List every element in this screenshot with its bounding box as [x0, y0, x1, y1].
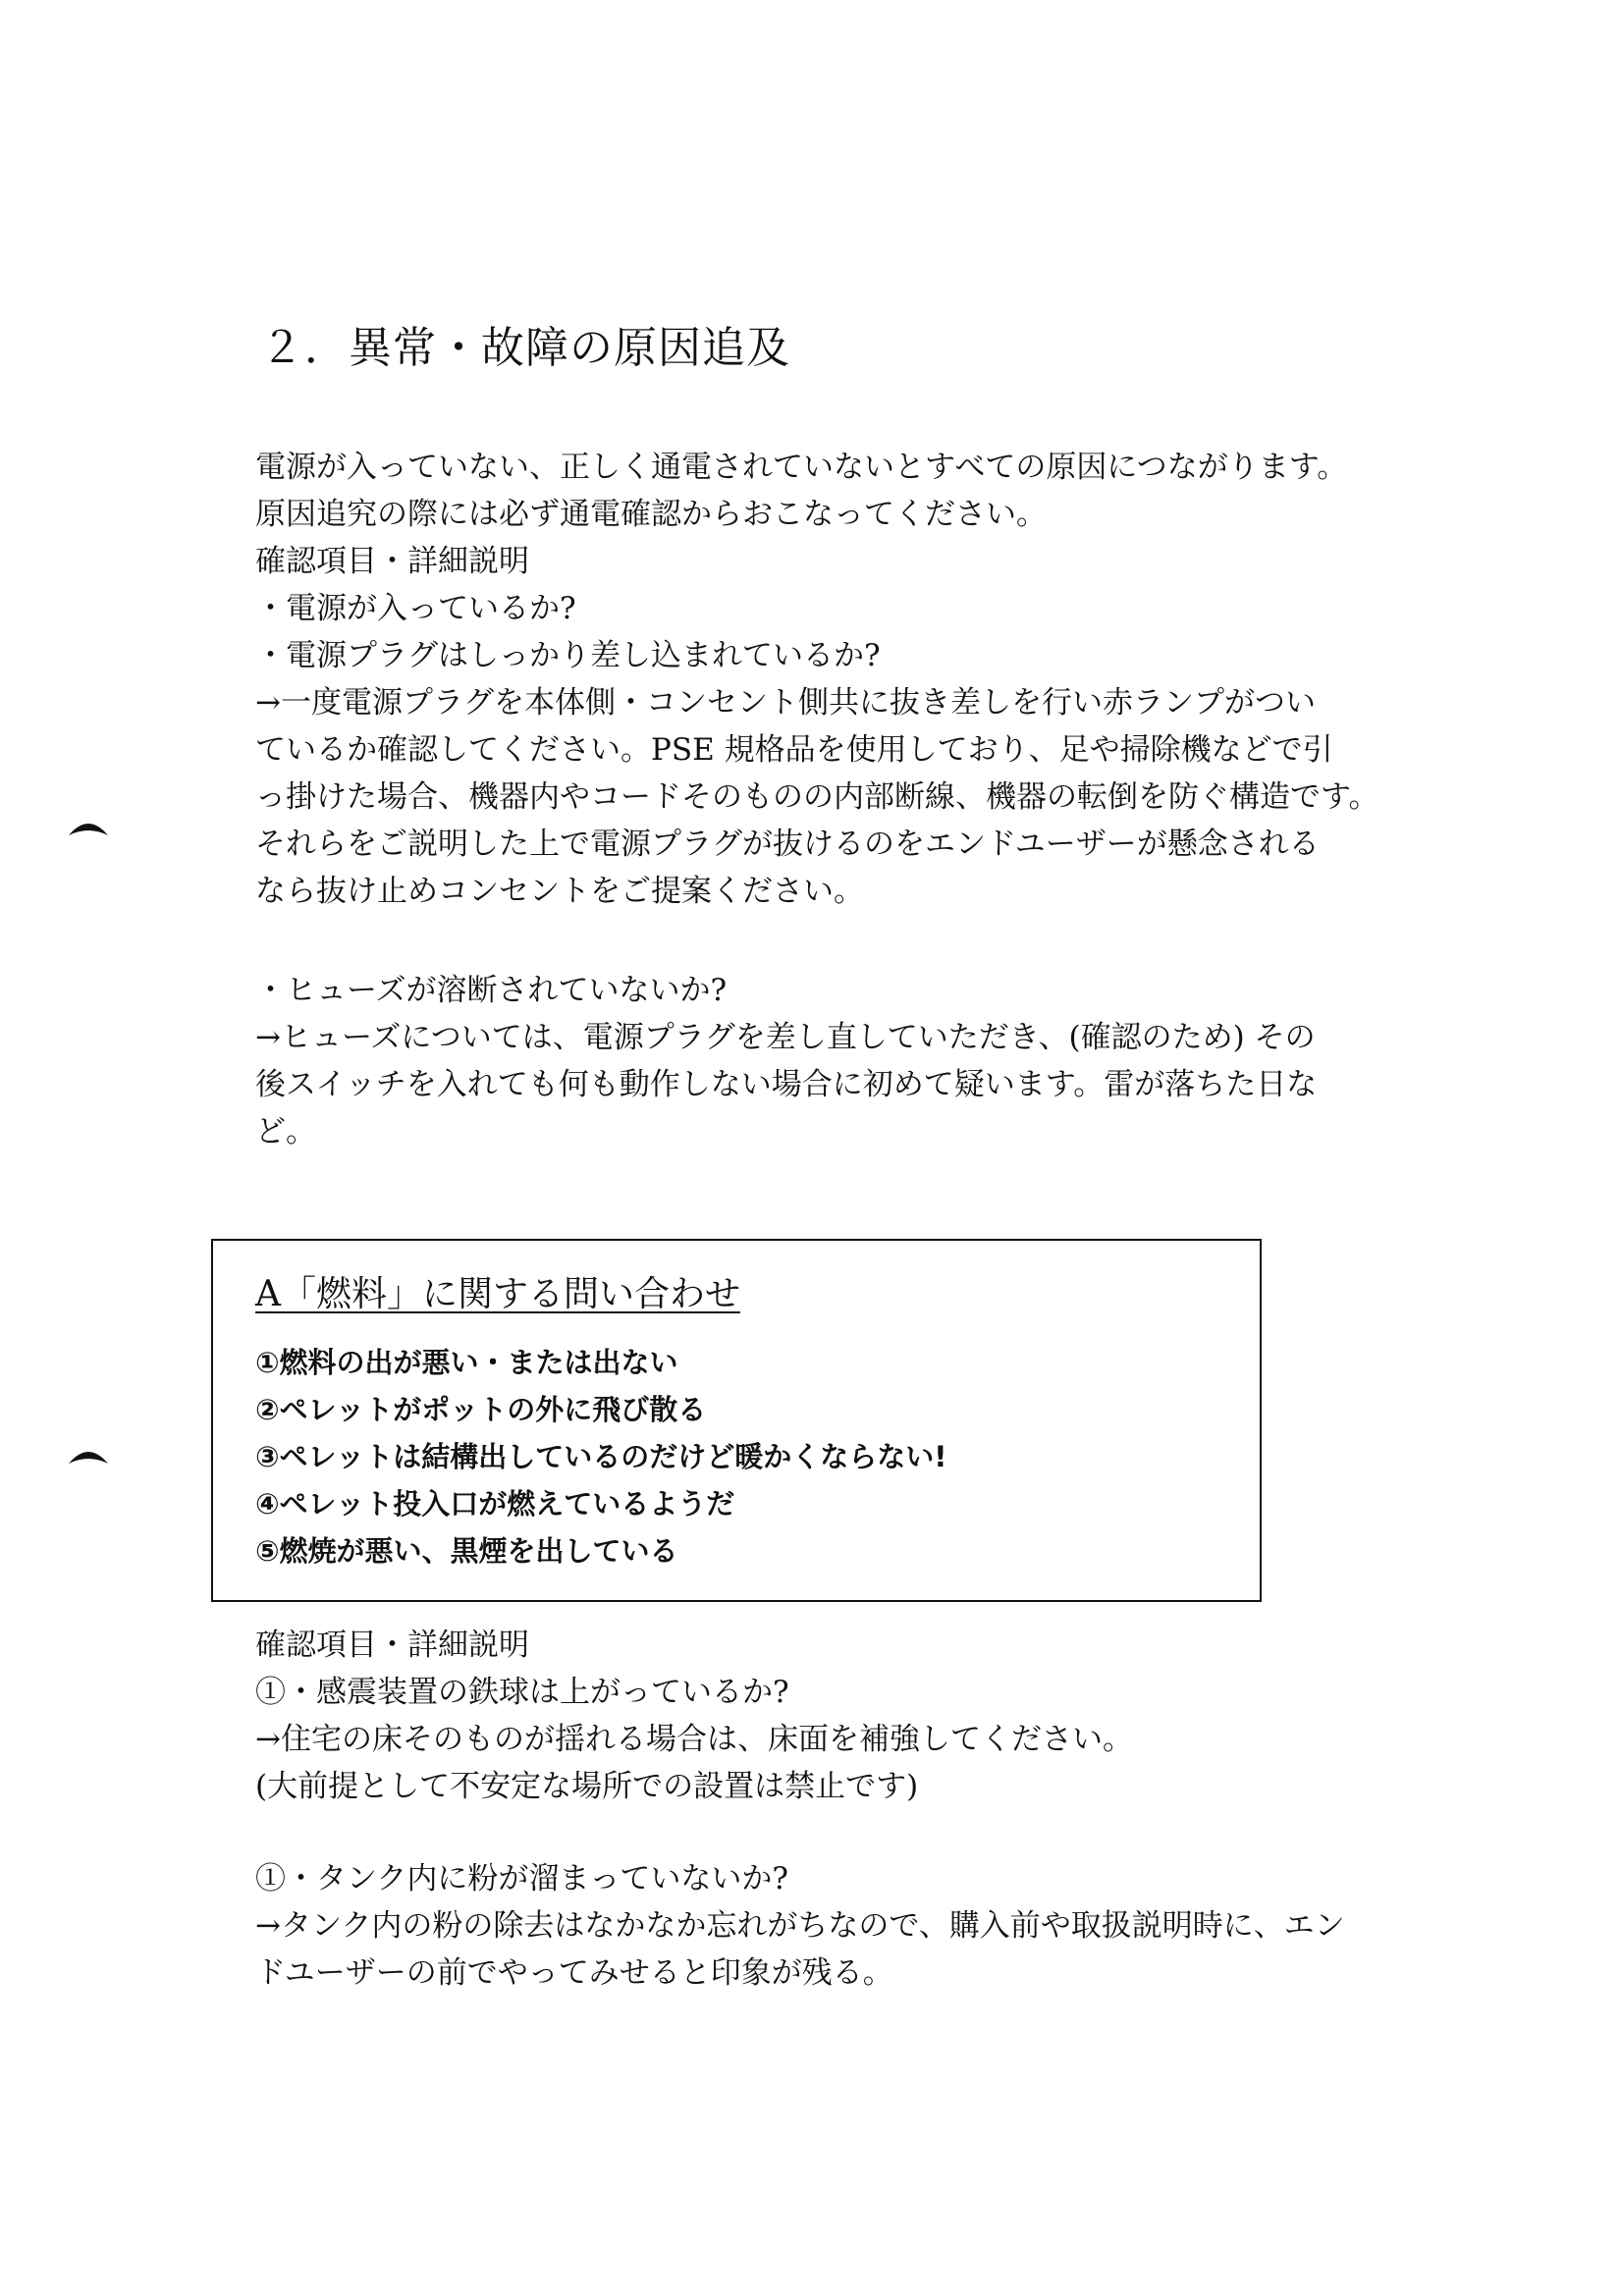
- punch-hole-mark: [67, 816, 110, 837]
- text-line: ど。: [255, 1114, 316, 1149]
- text-line: (大前提として不安定な場所での設置は禁止です): [255, 1769, 919, 1804]
- text-line: ・電源プラグはしっかり差し込まれているか?: [255, 638, 881, 673]
- text-line: っ掛けた場合、機器内やコードそのものの内部断線、機器の転倒を防ぐ構造です。: [255, 779, 1379, 815]
- text-line: それらをご説明した上で電源プラグが抜けるのをエンドユーザーが懸念される: [255, 827, 1320, 862]
- text-line: ・電源が入っているか?: [255, 591, 576, 626]
- text-line: →一度電源プラグを本体側・コンセント側共に抜き差しを行い赤ランプがつい: [255, 685, 1316, 721]
- list-item: ⑤燃焼が悪い、黒煙を出している: [255, 1534, 678, 1568]
- text-line: →住宅の床そのものが揺れる場合は、床面を補強してください。: [255, 1722, 1133, 1757]
- text-line: ドユーザーの前でやってみせると印象が残る。: [255, 1955, 893, 1991]
- power-check-section: [255, 444, 1394, 915]
- text-line: 後スイッチを入れても何も動作しない場合に初めて疑います。雷が落ちた日な: [255, 1067, 1318, 1102]
- fuel-inquiry-heading: A「燃料」に関する問い合わせ: [255, 1274, 740, 1314]
- section-title: ２．異常・故障の原因追及: [260, 323, 790, 373]
- list-item: ③ペレットは結構出しているのだけど暖かくならない!: [255, 1440, 947, 1473]
- list-item: ②ペレットがポットの外に飛び散る: [255, 1393, 707, 1426]
- text-line: →タンク内の粉の除去はなかなか忘れがちなので、購入前や取扱説明時に、エン: [255, 1908, 1345, 1944]
- text-line: 確認項目・詳細説明: [255, 1628, 529, 1663]
- text-line: ・ヒューズが溶断されていないか?: [255, 973, 728, 1008]
- fuel-inquiry-box: [211, 1239, 1262, 1602]
- fuel-inquiry-list: [255, 1339, 947, 1575]
- text-line: なら抜け止めコンセントをご提案ください。: [255, 874, 864, 909]
- tank-check-section: [255, 1855, 1394, 1997]
- text-line: ①・感震装置の鉄球は上がっているか?: [255, 1675, 789, 1710]
- punch-hole-mark: [67, 1444, 110, 1466]
- text-line: 確認項目・詳細説明: [255, 544, 529, 579]
- text-line: →ヒューズについては、電源プラグを差し直していただき、(確認のため) その: [255, 1020, 1316, 1055]
- text-line: ①・タンク内に粉が溜まっていないか?: [255, 1861, 788, 1896]
- text-line: 電源が入っていない、正しく通電されていないとすべての原因につながります。: [255, 450, 1348, 485]
- list-item: ①燃料の出が悪い・または出ない: [255, 1346, 678, 1379]
- text-line: 原因追究の際には必ず通電確認からおこなってください。: [255, 497, 1047, 532]
- seismic-check-section: [255, 1622, 1394, 1810]
- list-item: ④ペレット投入口が燃えているようだ: [255, 1487, 735, 1521]
- fuse-check-section: [255, 967, 1394, 1155]
- text-line: ているか確認してください。PSE 規格品を使用しており、足や掃除機などで引: [255, 732, 1333, 768]
